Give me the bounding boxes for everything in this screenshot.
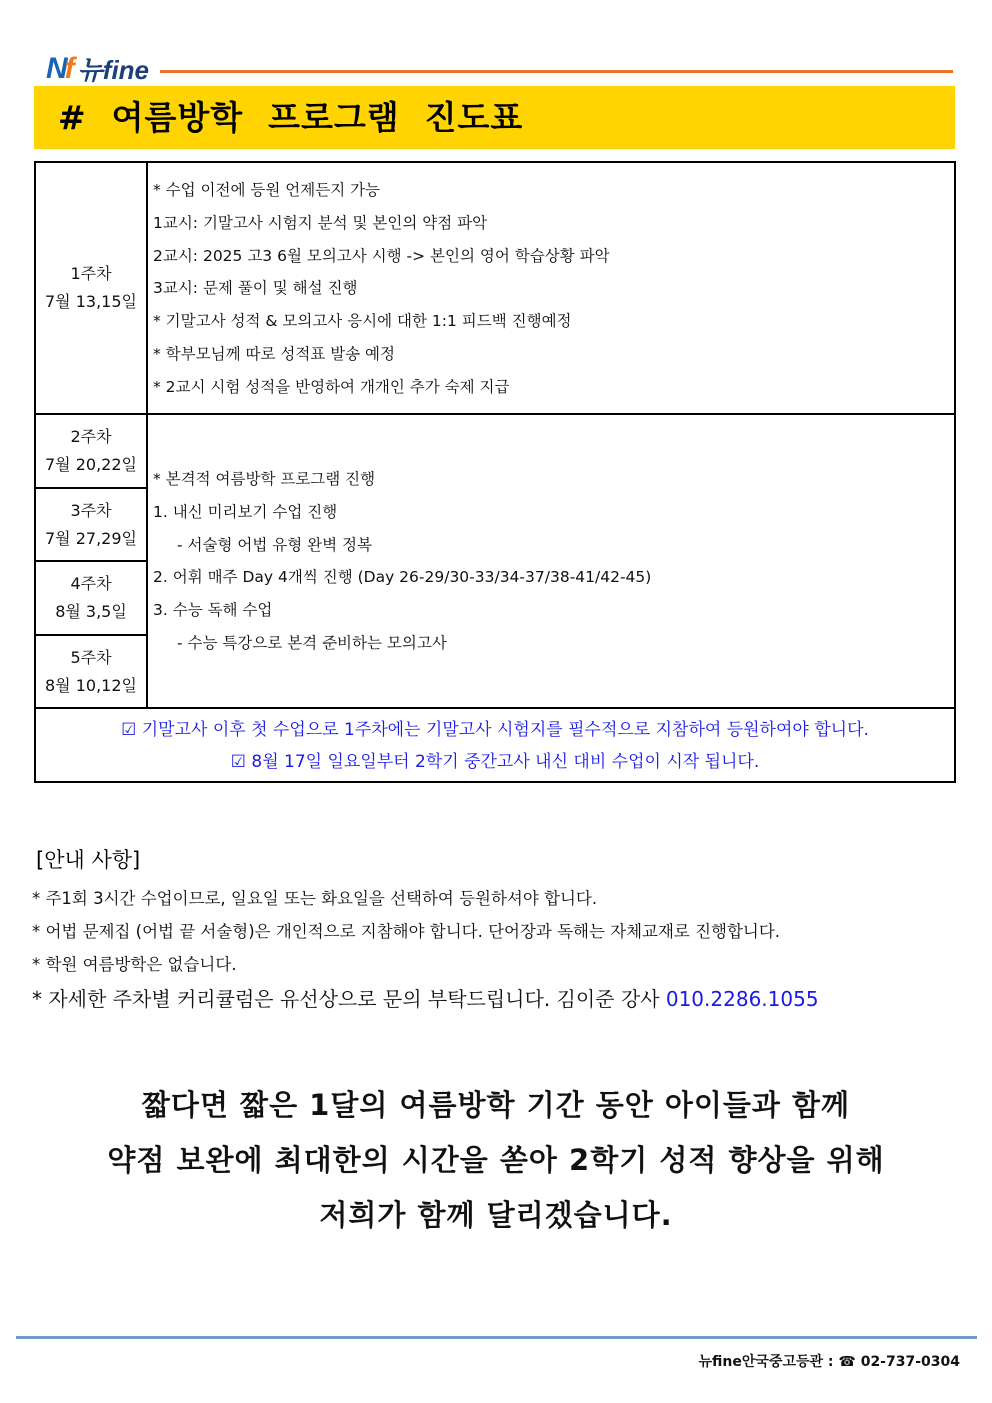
week-1-line: * 기말고사 성적 & 모의고사 응시에 대한 1:1 피드백 진행예정	[153, 312, 572, 331]
info-list	[32, 882, 819, 1017]
week-2-label: 2주차	[70, 427, 112, 446]
closing-line: 짧다면 짧은 1달의 여름방학 기간 동안 아이들과 함께	[141, 1088, 851, 1122]
week-1-line: * 학부모님께 따로 성적표 발송 예정	[153, 344, 396, 363]
program-subline: - 서술형 어법 유형 완벽 정복	[177, 535, 372, 554]
week-2-dates: 7월 20,22일	[45, 455, 137, 474]
info-title: [안내 사항]	[36, 848, 141, 872]
week-2-cell	[36, 415, 148, 489]
week-1-label: 1주차	[70, 264, 112, 283]
logo-text: 뉴fine	[77, 55, 150, 85]
week-5-label: 5주차	[70, 647, 112, 667]
program-subline: - 수능 특강으로 본격 준비하는 모의고사	[177, 633, 447, 652]
week-4-label: 4주차	[70, 574, 112, 593]
info-item: * 주1회 3시간 수업이므로, 일요일 또는 화요일을 선택하여 등원하셔야 합니다.	[32, 889, 598, 908]
notice-row	[36, 709, 954, 783]
brand-logo	[46, 46, 149, 86]
week-1-cell	[36, 163, 148, 415]
program-line: 3. 수능 독해 수업	[153, 601, 273, 620]
week-5-dates: 8월 10,12일	[45, 675, 137, 695]
footer-contact: 뉴fine안국중고등관 : ☎ 02-737-0304	[698, 1354, 960, 1370]
schedule-table	[34, 161, 956, 783]
weeks-2-5-content	[148, 415, 954, 709]
week-1-line: 2교시: 2025 고3 6월 모의고사 시행 -> 본인의 영어 학습상황 파악	[153, 246, 610, 265]
footer-divider	[16, 1336, 977, 1339]
program-line: * 본격적 여름방학 프로그램 진행	[153, 470, 376, 488]
notice-line: ☑ 8월 17일 일요일부터 2학기 중간고사 내신 대비 수업이 시작 됩니다.	[230, 752, 760, 772]
week-3-label: 3주차	[70, 500, 112, 520]
week-1-dates: 7월 13,15일	[45, 292, 137, 311]
notice-line: ☑ 기말고사 이후 첫 수업으로 1주차에는 기말고사 시험지를 필수적으로 지참하여 등원하여야 합니다.	[121, 720, 869, 740]
week-3-dates: 7월 27,29일	[45, 528, 137, 548]
closing-message	[0, 1078, 992, 1243]
program-line: 1. 내신 미리보기 수업 진행	[153, 502, 338, 521]
info-item: * 학원 여름방학은 없습니다.	[32, 955, 237, 974]
week-1-content	[148, 163, 954, 415]
closing-line: 저희가 함께 달리겠습니다.	[319, 1198, 673, 1232]
week-1-line: 1교시: 기말고사 시험지 분석 및 본인의 약점 파악	[153, 213, 488, 232]
program-line: 2. 어휘 매주 Day 4개씩 진행 (Day 26-29/30-33/34-37/38-41/42-45)	[153, 568, 652, 587]
page-title: # 여름방학 프로그램 진도표	[58, 98, 524, 137]
info-contact	[32, 981, 819, 1017]
info-item: * 어법 문제집 (어법 끝 서술형)은 개인적으로 지참해야 합니다. 단어장과 독해는 자체교재로 진행합니다.	[32, 922, 781, 941]
week-1-line: * 2교시 시험 성적을 반영하여 개개인 추가 숙제 지급	[153, 377, 510, 396]
week-1-line: * 수업 이전에 등원 언제든지 가능	[153, 181, 381, 199]
week-5-cell	[36, 636, 148, 709]
week-1-line: 3교시: 문제 풀이 및 해설 진행	[153, 279, 358, 298]
header-divider	[160, 70, 953, 73]
title-banner	[34, 86, 955, 149]
week-4-cell	[36, 562, 148, 636]
contact-phone: 010.2286.1055	[665, 987, 819, 1011]
week-4-dates: 8월 3,5일	[55, 602, 127, 621]
logo-mark: Nf	[46, 52, 72, 85]
closing-line: 약점 보완에 최대한의 시간을 쏟아 2학기 성적 향상을 위해	[107, 1143, 885, 1177]
week-3-cell	[36, 489, 148, 562]
contact-text: * 자세한 주차별 커리큘럼은 유선상으로 문의 부탁드립니다. 김이준 강사	[32, 987, 660, 1011]
